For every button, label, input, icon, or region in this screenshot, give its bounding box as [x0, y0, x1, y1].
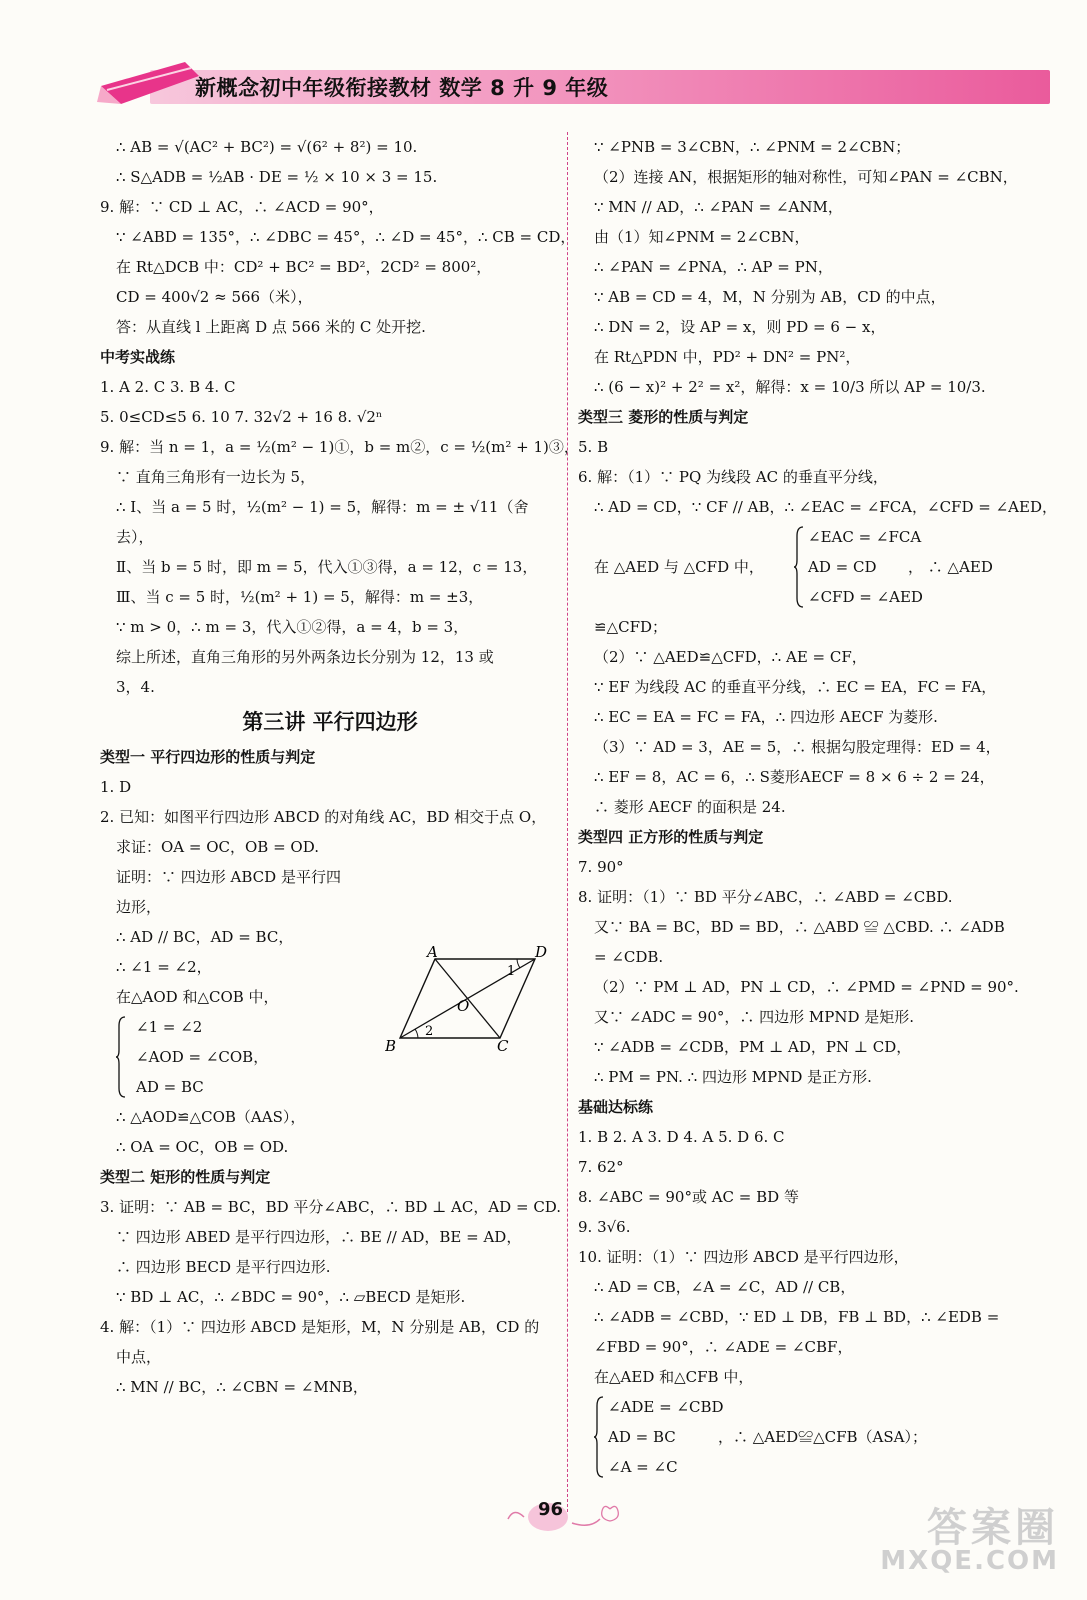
watermark-en: MXQE.COM [880, 1546, 1059, 1576]
angle-1-arc [517, 959, 520, 968]
text-line: ∴ AD // BC，AD = BC， [116, 928, 294, 946]
text-line: ∴ OA = OC，OB = OD. [116, 1138, 289, 1156]
brace-line: ∠1 = ∠2 [136, 1018, 203, 1036]
column-divider [567, 132, 568, 1512]
brace-icon [794, 526, 804, 608]
text-line: 9. 解：∵ CD ⊥ AC，∴ ∠ACD = 90°， [100, 198, 384, 216]
text-line: ∵ EF 为线段 AC 的垂直平分线，∴ EC = EA，FC = FA， [594, 678, 997, 696]
header-title: 新概念初中年级衔接教材 数学 8 升 9 年级 [195, 76, 609, 100]
text-line: ∴ AD = CB，∠A = ∠C，AD // CB， [594, 1278, 856, 1296]
angle-2-arc [415, 1029, 418, 1038]
text-line: ∵ ∠ABD = 135°，∴ ∠DBC = 45°，∴ ∠D = 45°，∴ CB = CD， [116, 228, 576, 246]
text-line: 答：从直线 l 上距离 D 点 566 米的 C 处开挖. [116, 318, 426, 336]
text-line: 在△AED 和△CFB 中， [594, 1368, 754, 1386]
brace-line: ∠A = ∠C [608, 1458, 678, 1476]
text-line: 由（1）知∠PNM = 2∠CBN， [594, 228, 810, 246]
text-line: 去）， [116, 528, 154, 546]
text-line: （2）∵ △AED≌△CFD，∴ AE = CF， [594, 648, 867, 666]
section-heading: 类型二 矩形的性质与判定 [100, 1168, 271, 1186]
text-line: 8. 证明：（1）∵ BD 平分∠ABC，∴ ∠ABD = ∠CBD. [578, 888, 953, 906]
text-line: 8. ∠ABC = 90°或 AC = BD 等 [578, 1188, 799, 1206]
text-line: 又∵ ∠ADC = 90°，∴ 四边形 MPND 是矩形. [594, 1008, 915, 1026]
text-line: ∴ Ⅰ、当 a = 5 时，½(m² − 1) = 5，解得：m = ± √11（舍 [116, 498, 529, 516]
page-number: 96 [538, 1499, 564, 1520]
brace-block [578, 522, 1043, 612]
vertex-c-label: C [497, 1037, 509, 1055]
text-line: ∴ EC = EA = FC = FA，∴ 四边形 AECF 为菱形. [594, 708, 938, 726]
text-line: = ∠CDB. [594, 948, 664, 966]
brace-line: AD = CD [808, 558, 877, 576]
text-line: 又∵ BA = BC，BD = BD，∴ △ABD ≌ △CBD. ∴ ∠ADB [594, 918, 1005, 936]
text-line: 7. 62° [578, 1158, 624, 1176]
pen-icon [95, 58, 205, 110]
section-heading: 类型一 平行四边形的性质与判定 [100, 748, 316, 766]
angle-2-label: 2 [425, 1024, 434, 1039]
text-line: ∴ DN = 2，设 AP = x，则 PD = 6 − x， [594, 318, 886, 336]
text-line: ∴ PM = PN. ∴ 四边形 MPND 是正方形. [594, 1068, 872, 1086]
text-line: 6. 解：（1）∵ PQ 为线段 AC 的垂直平分线， [578, 468, 888, 486]
text-line: 边形， [116, 898, 162, 916]
section-heading: 类型三 菱形的性质与判定 [578, 408, 749, 426]
brace-line: ∠CFD = ∠AED [808, 588, 923, 606]
brace-line: ∠AOD = ∠COB， [136, 1048, 269, 1066]
text-line: ∴ △AOD≌△COB（AAS）， [116, 1108, 306, 1126]
text-line: Ⅱ、当 b = 5 时，即 m = 5，代入①③得，a = 12，c = 13， [116, 558, 538, 576]
text-line: 2. 已知：如图平行四边形 ABCD 的对角线 AC，BD 相交于点 O， [100, 808, 547, 826]
text-line: ∴ (6 − x)² + 2² = x²，解得：x = 10/3 所以 AP = 10/3. [594, 378, 986, 396]
section-heading: 类型四 正方形的性质与判定 [578, 828, 764, 846]
text-line: ∴ MN // BC，∴ ∠CBN = ∠MNB， [116, 1378, 368, 1396]
brace-line: ∠ADE = ∠CBD [608, 1398, 724, 1416]
brace-line: AD = BC [608, 1428, 676, 1446]
text-line: 3. 证明：∵ AB = BC，BD 平分∠ABC，∴ BD ⊥ AC，AD = CD. [100, 1198, 562, 1216]
text-line: 9. 解：当 n = 1，a = ½(m² − 1)①，b = m②，c = ½(m² + 1)③， [100, 438, 579, 456]
text-line: ∴ EF = 8，AC = 6，∴ S菱形AECF = 8 × 6 ÷ 2 = 24， [594, 768, 995, 786]
text-line: ∴ AB = √(AC² + BC²) = √(6² + 8²) = 10. [116, 138, 418, 156]
text-line: ∵ ∠PNB = 3∠CBN，∴ ∠PNM = 2∠CBN； [594, 138, 911, 156]
vertex-a-label: A [427, 945, 438, 961]
text-line: （2）∵ PM ⊥ AD，PN ⊥ CD，∴ ∠PMD = ∠PND = 90°. [594, 978, 1019, 996]
text-line: 求证：OA = OC，OB = OD. [116, 838, 319, 856]
text-line: 证明：∵ 四边形 ABCD 是平行四 [116, 868, 341, 886]
text-line: 在 Rt△DCB 中：CD² + BC² = BD²，2CD² = 800²， [116, 258, 492, 276]
text-line: 1. A 2. C 3. B 4. C [100, 378, 236, 396]
brace-suffix: ， ∴ △AED [908, 558, 993, 576]
text-line: ∴ 菱形 AECF 的面积是 24. [594, 798, 786, 816]
text-line: ∵ BD ⊥ AC，∴ ∠BDC = 90°，∴ ▱BECD 是矩形. [116, 1288, 466, 1306]
brace-icon [594, 1396, 604, 1478]
text-line: 7. 90° [578, 858, 624, 876]
text-line: ∴ S△ADB = ½AB · DE = ½ × 10 × 3 = 15. [116, 168, 438, 186]
brace-icon [116, 1016, 126, 1098]
lecture-title: 第三讲 平行四边形 [242, 710, 418, 734]
text-line: ∴ ∠PAN = ∠PNA，∴ AP = PN， [594, 258, 833, 276]
text-line: ≌△CFD； [594, 618, 668, 636]
brace-suffix: ，∴ △AED≌△CFB（ASA）； [718, 1428, 927, 1446]
watermark [880, 1505, 1059, 1576]
text-line: 5. B [578, 438, 609, 456]
watermark-cn: 答案圈 [927, 1505, 1059, 1551]
text-line: ∵ MN // AD，∴ ∠PAN = ∠ANM， [594, 198, 843, 216]
text-line: ∵ ∠ADB = ∠CDB，PM ⊥ AD，PN ⊥ CD， [594, 1038, 912, 1056]
vertex-d-label: D [535, 945, 548, 961]
text-line: 1. B 2. A 3. D 4. A 5. D 6. C [578, 1128, 785, 1146]
brace-line: AD = BC [136, 1078, 204, 1096]
parallelogram-figure [385, 945, 560, 1055]
text-line: 1. D [100, 778, 132, 796]
text-line: 在 Rt△PDN 中，PD² + DN² = PN²， [594, 348, 861, 366]
text-line: ∴ ∠1 = ∠2， [116, 958, 212, 976]
section-heading: 基础达标练 [578, 1098, 654, 1116]
angle-1-label: 1 [507, 964, 516, 979]
text-line: 9. 3√6. [578, 1218, 631, 1236]
section-heading: 中考实战练 [100, 348, 176, 366]
text-line: ∵ 直角三角形有一边长为 5， [116, 468, 316, 486]
text-line: ∴ ∠ADB = ∠CBD，∵ ED ⊥ DB，FB ⊥ BD，∴ ∠EDB = [594, 1308, 1000, 1326]
text-line: 3，4. [116, 678, 155, 696]
text-line: （2）连接 AN，根据矩形的轴对称性，可知∠PAN = ∠CBN， [594, 168, 1018, 186]
text-line: 4. 解：（1）∵ 四边形 ABCD 是矩形，M，N 分别是 AB，CD 的 [100, 1318, 540, 1336]
text-line: ∵ 四边形 ABED 是平行四边形，∴ BE // AD，BE = AD， [116, 1228, 522, 1246]
vertex-b-label: B [385, 1037, 397, 1055]
text-line: 综上所述，直角三角形的另外两条边长分别为 12，13 或 [116, 648, 494, 666]
text-line: CD = 400√2 ≈ 566（米）， [116, 288, 313, 306]
center-o-label: O [457, 997, 470, 1015]
text-line: ∵ m > 0，∴ m = 3，代入①②得，a = 4，b = 3， [116, 618, 469, 636]
brace-line: ∠EAC = ∠FCA [808, 528, 922, 546]
text-line: 中点， [116, 1348, 162, 1366]
text-line: （3）∵ AD = 3，AE = 5，∴ 根据勾股定理得：ED = 4， [594, 738, 1001, 756]
text-line: ∵ AB = CD = 4，M，N 分别为 AB，CD 的中点， [594, 288, 946, 306]
brace-prefix: 在 △AED 与 △CFD 中， [594, 558, 764, 576]
text-line: 在△AOD 和△COB 中， [116, 988, 279, 1006]
text-line: 10. 证明：（1）∵ 四边形 ABCD 是平行四边形， [578, 1248, 909, 1266]
text-line: ∴ 四边形 BECD 是平行四边形. [116, 1258, 331, 1276]
left-column [100, 132, 579, 1500]
text-line: 5. 0≤CD≤5 6. 10 7. 32√2 + 16 8. √2ⁿ [100, 408, 383, 426]
page-header [95, 58, 1050, 110]
text-line: Ⅲ、当 c = 5 时，½(m² + 1) = 5，解得：m = ±3， [116, 588, 484, 606]
text-line: ∠FBD = 90°，∴ ∠ADE = ∠CBF， [594, 1338, 853, 1356]
page-number-badge [500, 1495, 620, 1535]
text-line: ∴ AD = CD，∵ CF // AB，∴ ∠EAC = ∠FCA，∠CFD = ∠AED， [594, 498, 1057, 516]
brace-block [578, 1392, 1043, 1482]
right-column [578, 132, 1057, 1500]
